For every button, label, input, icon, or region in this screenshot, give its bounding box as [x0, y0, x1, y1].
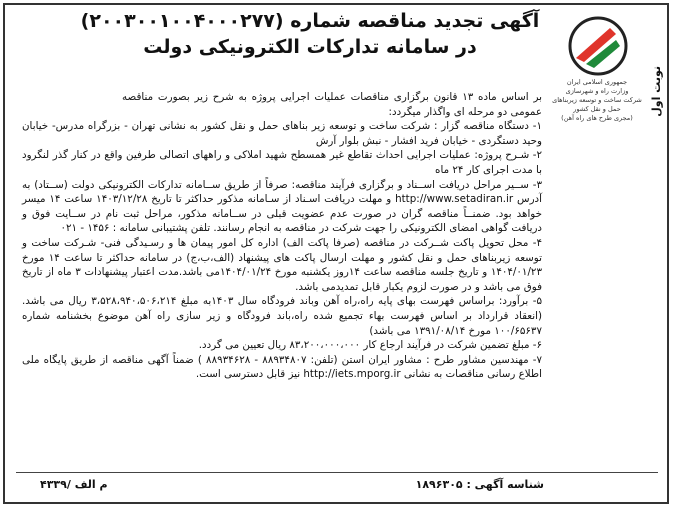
- notice-title: آگهی تجدید مناقصه شماره (۲۰۰۳۰۰۱۰۰۴۰۰۰۲۷۷): [80, 10, 540, 32]
- footer-divider: [16, 472, 658, 473]
- item-document-process: ۳- ســیر مراحل دریافت اســناد و برگزاری فرآیند مناقصه: صرفاً از طریق ســامانه تدارکات الکترونیکی دولت (ســتاد) به آدرس http://www.setadiran.ir و مهلت دریافت اسـناد از سـامانه مذکور حداکثر تا تاریخ ۱۴۰۳/۱۲/۲۸ ساعت ۱۴ میسر خواهد بود. ضمنــاً مناقصه گران در صورت عدم عضویت قبلی در ســامانه مذکور، مراحل ثبت نام در ســایت فوق و دریافت گواهی امضای الکترونیکی را جهت شرکت در مناقصه به انجام رسانند. تلفن پشتیبانی سامانه : ۱۴۵۶ - ۰۲۱: [22, 178, 542, 235]
- item-guarantee: ۶- مبلغ تضمین شرکت در فرآیند ارجاع کار ۸۳،۲۰۰،۰۰۰،۰۰۰ ریال تعیین می گردد.: [198, 339, 542, 352]
- organization-name: جمهوری اسلامی ایران وزارت راه و شهرسازی شرکت ساخت و توسعه زیربناهای حمل و نقل کشور (مجری طرح های راه آهن): [552, 78, 642, 122]
- item-submission: ۴- محل تحویل پاکت شــرکت در مناقصه (صرفا پاکت الف) اداره کل امور پیمان ها و رسـیدگی فنی- شـرکت ساخت و توسعه زیربناهای حمل و نقل کشور و مهلت ارسال پاکت های پیشنهاد (الف،ب،ج) در سامانه حداکثر تا ساعت ۱۴ مورخ ۱۴۰۴/۰۱/۲۳ و تاریخ جلسه مناقصه ساعت ۱۴روز یکشنبه مورخ ۱۴۰۴/۰۱/۲۴می باشد.مدت اعتبار پیشنهادات ۳ ماه از تاریخ فوق می باشد و در صورت لزوم یکبار قابل تمدیدمی باشد.: [22, 236, 542, 293]
- round-label: نوبت اول: [650, 66, 663, 117]
- notice-header: [60, 8, 560, 60]
- notice-subtitle: در سامانه تدارکات الکترونیکی دولت: [143, 36, 477, 58]
- item-tender-authority: ۱- دستگاه مناقصه گزار : شرکت ساخت و توسعه زیر بناهای حمل و نقل کشور به نشانی تهران - بزرگراه مدرس- خیابان وحید دستگردی - خیابان فرید افشار - نبش بلوار آرش: [22, 120, 542, 147]
- organization-logo-icon: [558, 14, 638, 78]
- notice-body: [22, 90, 542, 382]
- intro-paragraph: بر اساس ماده ۱۳ قانون برگزاری مناقصات عملیات اجرایی پروژه به شرح زیر بصورت مناقصه عمومی دو مرحله ای واگذار میگردد:: [122, 91, 542, 118]
- item-estimate: ۵- برآورد: براساس فهرست بهای پایه راه،راه آهن وباند فرودگاه سال ۱۴۰۳به مبلغ ۳،۵۲۸،۹۴۰،۵۰۶،۲۱۴ ریال می باشد. (انعقاد قرارداد بر اساس فهرست بهاء تجمیع شده راه،باند فرودگاه و زیر سازی راه آهن موضوع بخشنامه شماره ۱۰۰/۶۵۶۳۷ مورخ ۱۳۹۱/۰۸/۱۴ می باشد): [22, 295, 542, 337]
- ad-id: شناسه آگهی : ۱۸۹۶۳۰۵: [415, 478, 544, 491]
- ad-code: م الف /۴۳۳۹: [40, 478, 108, 491]
- item-consultant: ۷- مهندسین مشاور طرح : مشاور ایران استن (تلفن: ۸۸۹۳۴۸۰۷ - ۸۸۹۳۴۶۲۸ ) ضمناً آگهی مناقصه از طریق پایگاه ملی اطلاع رسانی مناقصات به نشانی http://iets.mporg.ir نیز قابل دسترسی است.: [22, 353, 543, 381]
- item-project-description: ۲- شـرح پروژه: عملیات اجرایی احداث تقاطع غیر همسطح شهید املاکی و راههای اتصالی طرفین واقع در کنار گذر لنگرود با مدت اجرای کار ۲۴ ماه: [22, 149, 542, 176]
